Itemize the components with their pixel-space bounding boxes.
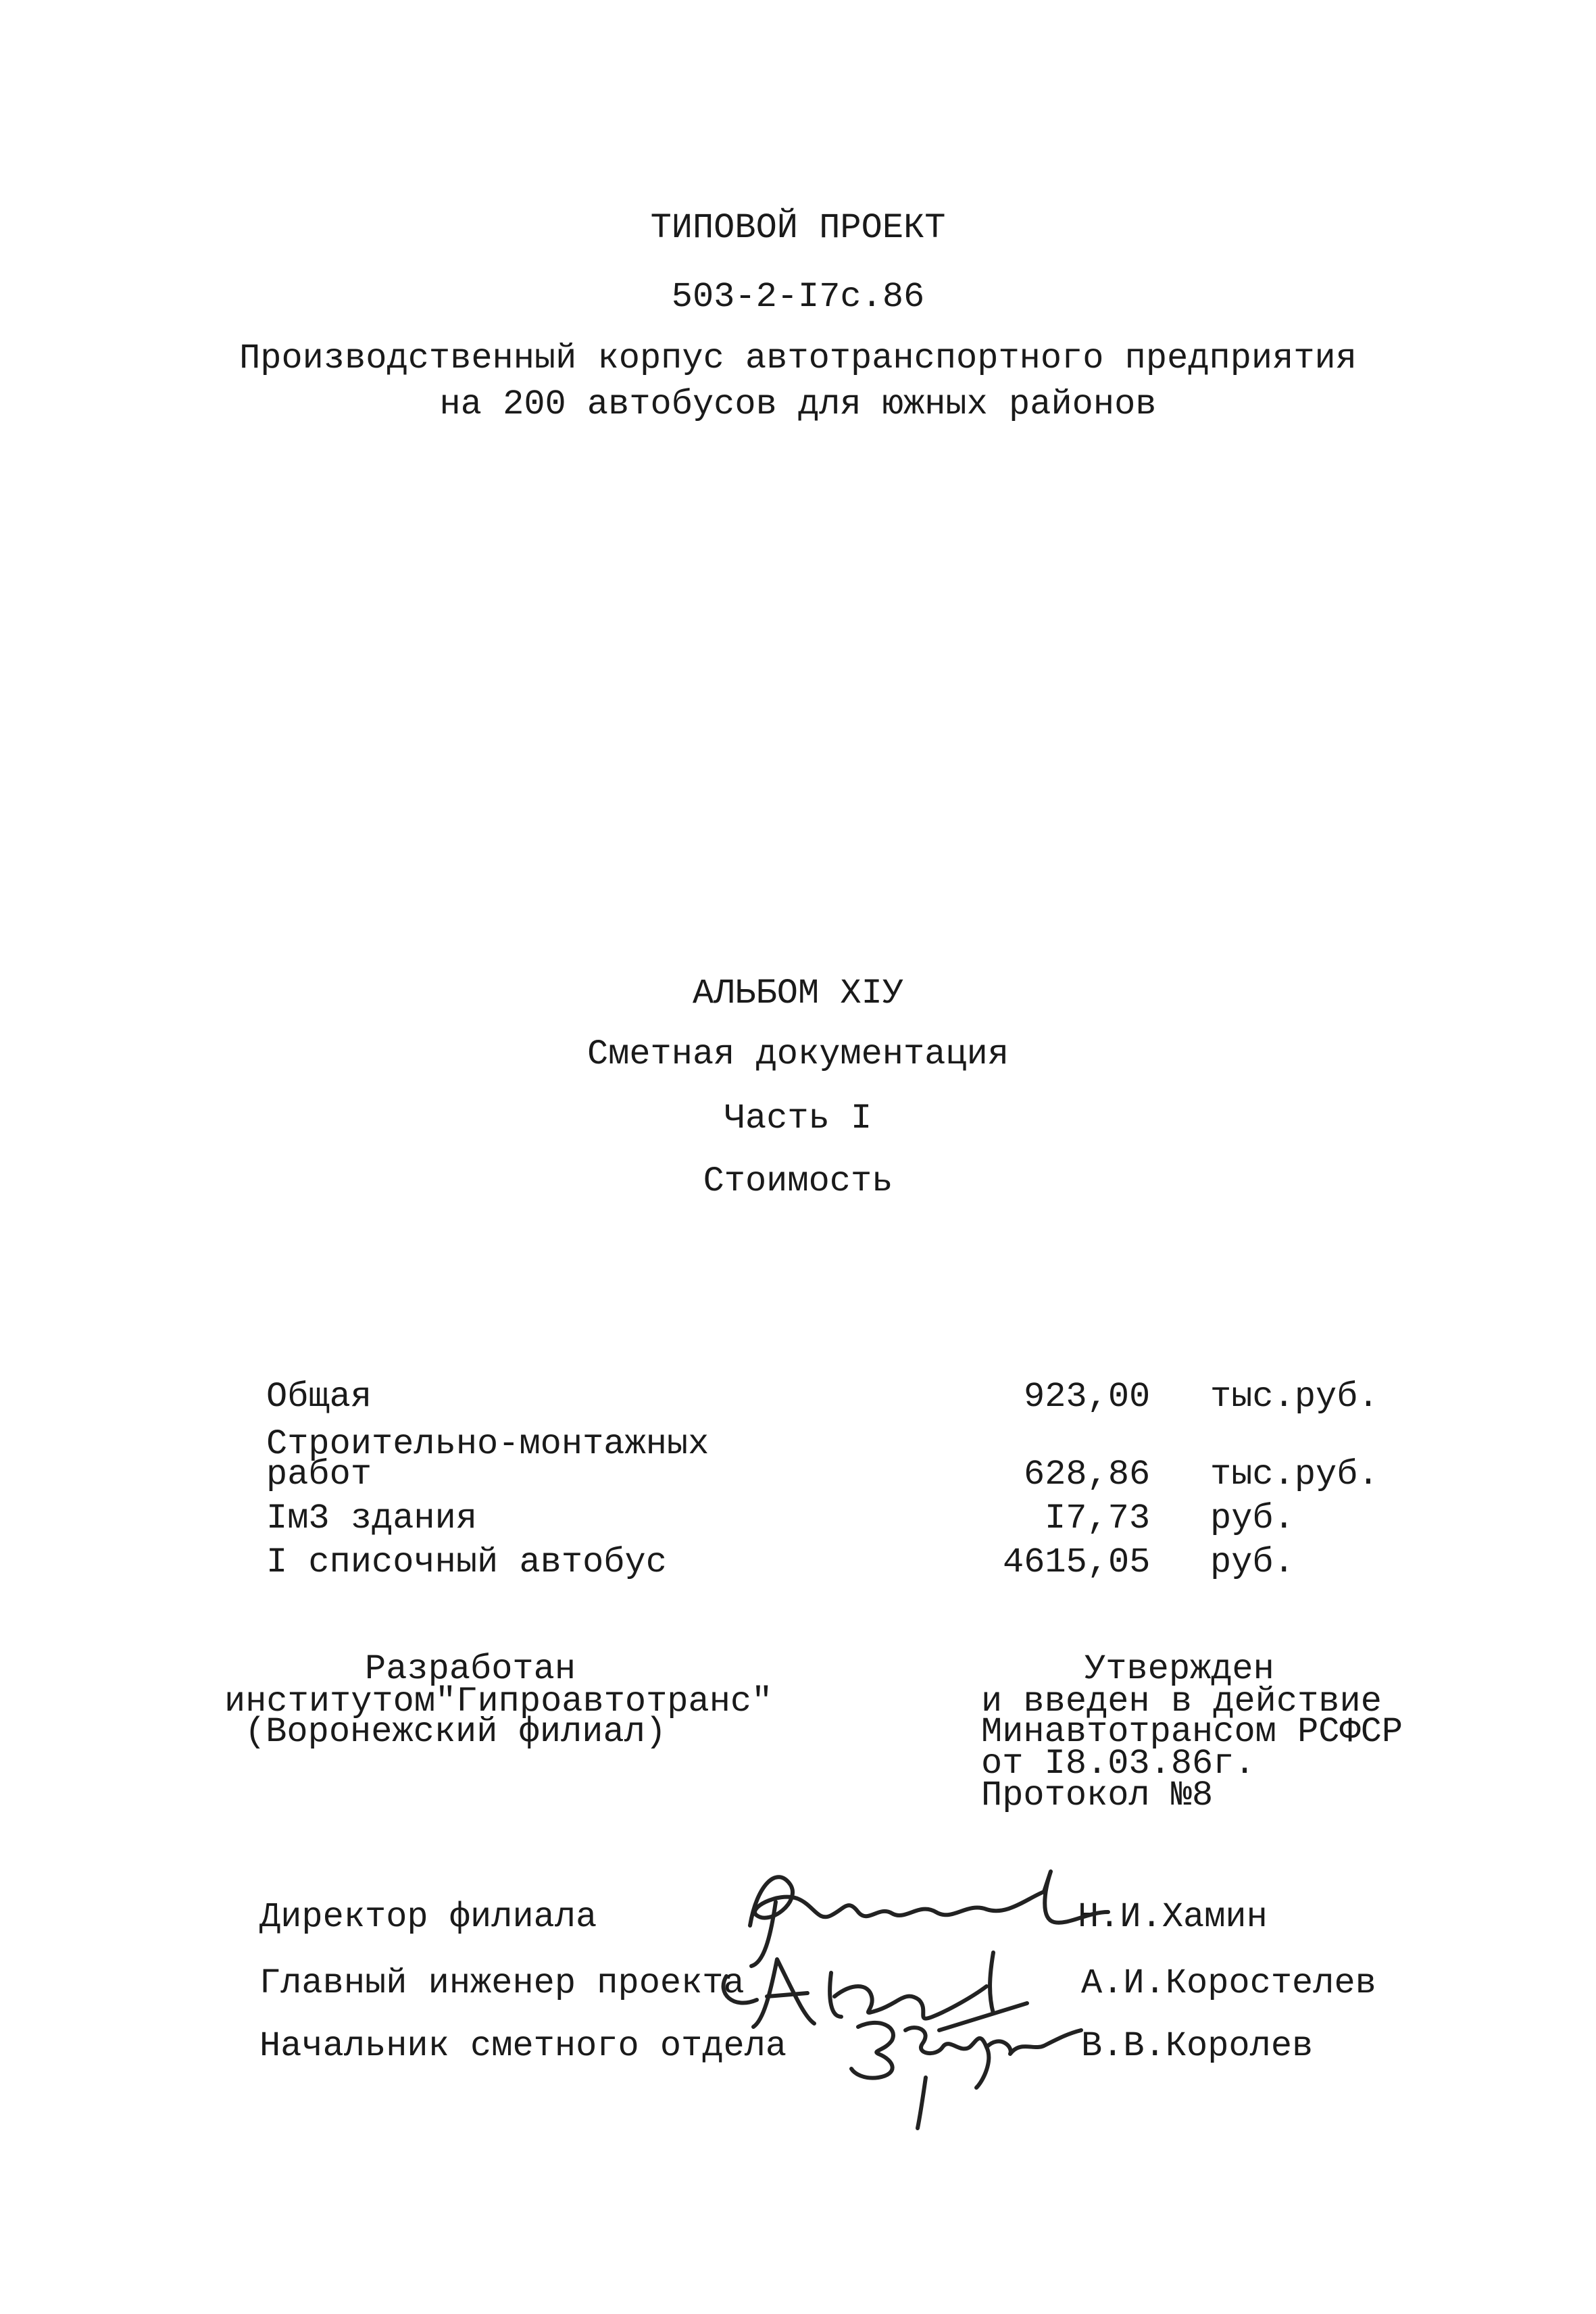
cost-value-total: 923,00 bbox=[1024, 1377, 1151, 1417]
signatory-position-chief-engineer: Главный инженер проекта bbox=[259, 1963, 745, 2003]
album-title: АЛЬБОМ XIУ bbox=[692, 974, 904, 1013]
developer-line2: институтом"Гипроавтотранс" bbox=[224, 1682, 773, 1721]
project-code: 503-2-I7с.86 bbox=[671, 277, 925, 317]
album-subtitle: Сметная документация bbox=[587, 1034, 1009, 1074]
cost-value-per-bus: 4615,05 bbox=[1003, 1542, 1151, 1582]
approval-line4: от I8.03.86г. bbox=[981, 1744, 1255, 1784]
cost-unit-construction: тыс.руб. bbox=[1210, 1455, 1379, 1494]
signatory-name-director: Н.И.Хамин bbox=[1078, 1897, 1268, 1937]
approval-line3: Минавтотрансом РСФСР bbox=[981, 1712, 1403, 1752]
approval-line2: и введен в действие bbox=[981, 1682, 1382, 1721]
developer-line3: (Воронежский филиал) bbox=[245, 1712, 667, 1752]
signatory-name-estimate-head: В.В.Королев bbox=[1081, 2026, 1314, 2066]
cost-value-construction: 628,86 bbox=[1024, 1455, 1151, 1494]
signatory-name-chief-engineer: А.И.Коростелев bbox=[1081, 1963, 1376, 2003]
signature-chief-engineer bbox=[724, 1953, 1027, 2030]
album-section: Стоимость bbox=[703, 1161, 893, 1201]
cost-value-per-m3: I7,73 bbox=[1045, 1499, 1151, 1538]
cost-label-construction-line2: работ bbox=[266, 1455, 372, 1494]
cost-unit-total: тыс.руб. bbox=[1210, 1377, 1379, 1417]
cost-unit-per-bus: руб. bbox=[1210, 1542, 1295, 1582]
document-type-title: ТИПОВОЙ ПРОЕКТ bbox=[650, 208, 946, 248]
cost-label-construction-line1: Строительно-монтажных bbox=[266, 1424, 709, 1464]
project-description-line1: Производственный корпус автотранспортного предприятия bbox=[239, 338, 1357, 378]
developer-line1: Разработан bbox=[365, 1649, 576, 1689]
cost-unit-per-m3: руб. bbox=[1210, 1499, 1295, 1538]
approval-line5: Протокол №8 bbox=[981, 1776, 1214, 1815]
signatory-position-director: Директор филиала bbox=[259, 1897, 597, 1937]
approval-line1: Утвержден bbox=[1084, 1649, 1274, 1689]
signatory-position-estimate-head: Начальник сметного отдела bbox=[259, 2026, 787, 2066]
cost-label-per-bus: I списочный автобус bbox=[266, 1542, 667, 1582]
signature-estimate-head bbox=[851, 2023, 1081, 2088]
cost-label-total: Общая bbox=[266, 1377, 372, 1417]
cost-label-per-m3: Iм3 здания bbox=[266, 1499, 478, 1538]
project-description-line2: на 200 автобусов для южных районов bbox=[439, 384, 1157, 424]
album-part: Часть I bbox=[724, 1099, 872, 1138]
signature-director bbox=[750, 1871, 1108, 1926]
